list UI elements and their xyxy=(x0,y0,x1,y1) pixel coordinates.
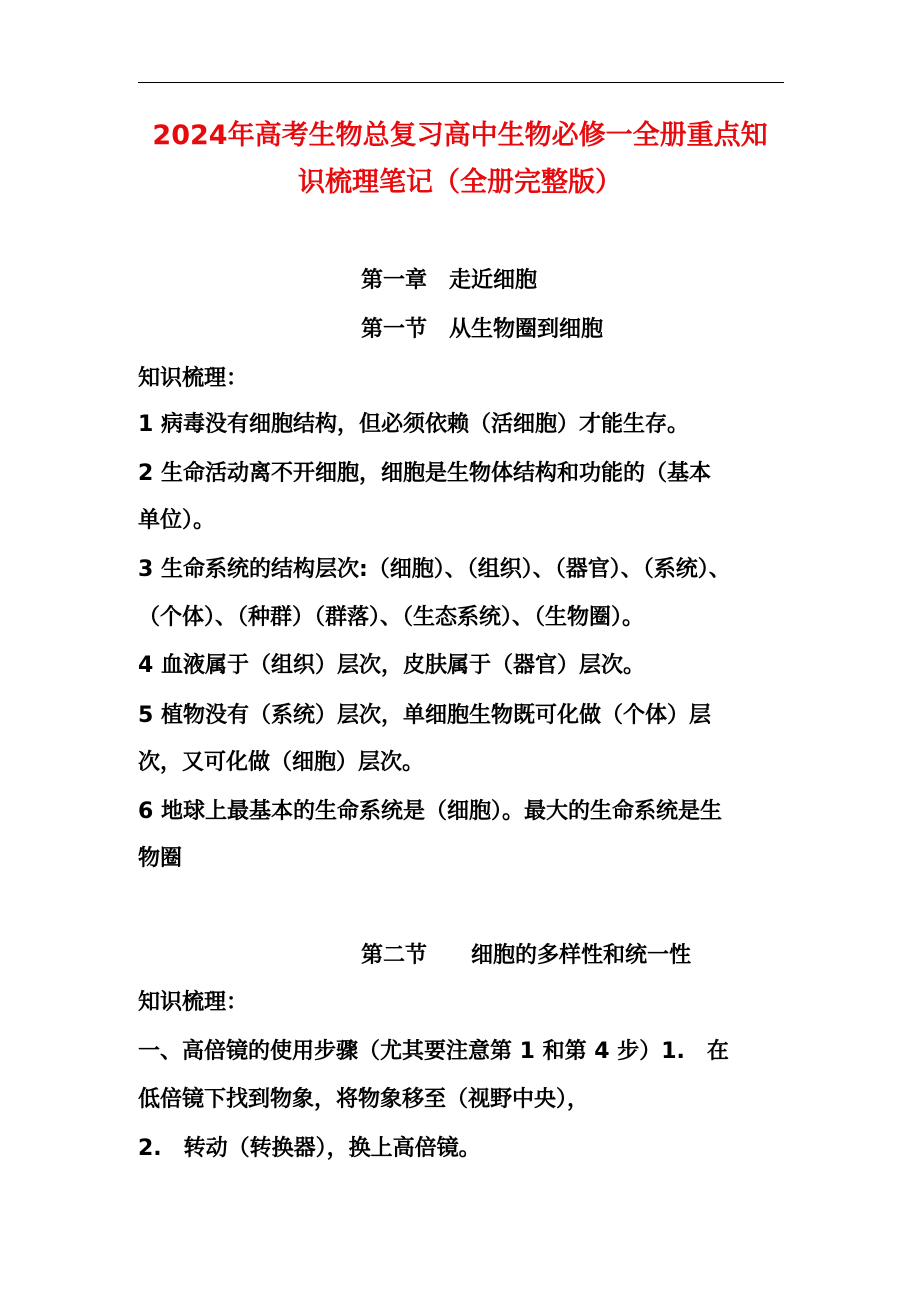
title-line-2: 识梳理笔记（全册完整版） xyxy=(298,167,622,198)
text-line: 一、高倍镜的使用步骤（尤其要注意第 1 和第 4 步）1. 在 xyxy=(138,1039,729,1064)
text-line: 物圈 xyxy=(138,846,183,871)
header-rule xyxy=(138,82,784,83)
text-line: 5 植物没有（系统）层次，单细胞生物既可化做（个体）层 xyxy=(138,703,711,728)
text-line: 1 病毒没有细胞结构，但必须依赖（活细胞）才能生存。 xyxy=(138,412,689,437)
text-line: （个体）、（种群）（群落）、（生态系统）、（生物圈）。 xyxy=(138,605,645,630)
text-line: 次，又可化做（细胞）层次。 xyxy=(138,750,425,775)
section-1-heading: 第一节 从生物圈到细胞 xyxy=(361,317,604,342)
section-2-heading: 第二节 细胞的多样性和统一性 xyxy=(361,943,692,968)
chapter-heading: 第一章 走近细胞 xyxy=(361,268,538,293)
title-line-1: 2024年高考生物总复习高中生物必修一全册重点知 xyxy=(152,120,768,151)
text-line: 低倍镜下找到物象，将物象移至（视野中央）， xyxy=(138,1087,590,1112)
text-line: 3 生命系统的结构层次:（细胞）、（组织）、（器官）、（系统）、 xyxy=(138,557,731,582)
text-line: 4 血液属于（组织）层次，皮肤属于（器官）层次。 xyxy=(138,653,645,678)
document-title xyxy=(120,112,800,206)
section-2-label: 知识梳理： xyxy=(138,990,249,1015)
text-line: 2 生命活动离不开细胞，细胞是生物体结构和功能的（基本 xyxy=(138,461,711,486)
section-1-label: 知识梳理： xyxy=(138,366,249,391)
text-line: 6 地球上最基本的生命系统是（细胞）。最大的生命系统是生 xyxy=(138,799,722,824)
text-line: 单位）。 xyxy=(138,508,216,533)
text-line: 2. 转动（转换器），换上高倍镜。 xyxy=(138,1136,481,1161)
